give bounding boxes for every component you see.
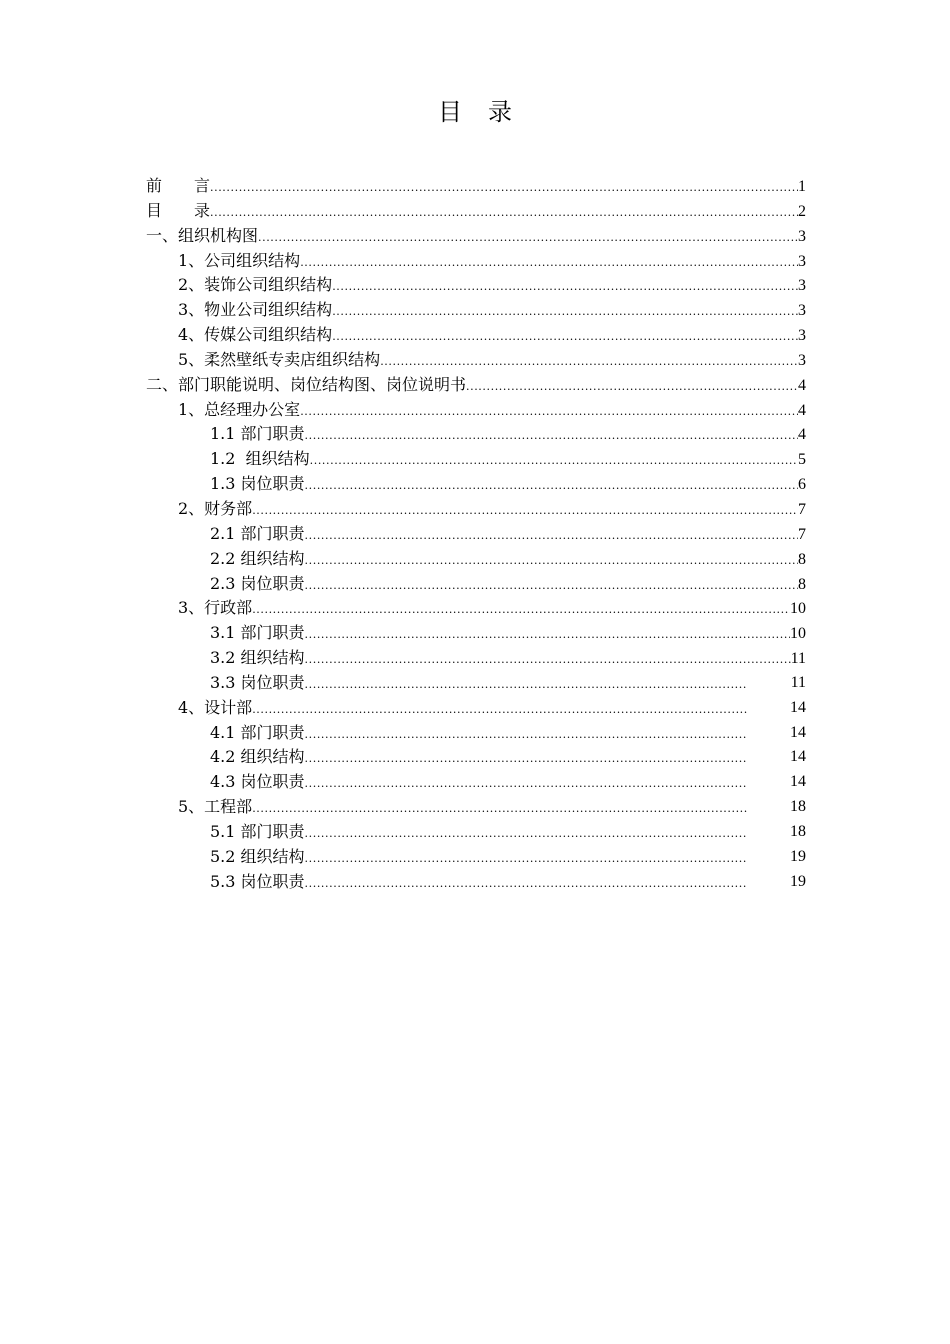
toc-dot-leader: [305, 747, 748, 771]
toc-entry[interactable]: [146, 820, 806, 845]
toc-page-number: 3: [798, 302, 806, 320]
toc-entry-label: 5、工程部: [178, 797, 253, 817]
toc-entry[interactable]: [146, 249, 806, 274]
toc-entry[interactable]: [146, 398, 806, 423]
toc-dot-leader: [305, 847, 748, 871]
toc-dot-leader: [305, 549, 798, 573]
toc-entry-line: [210, 671, 748, 697]
toc-entry[interactable]: [146, 770, 806, 795]
toc-entry-label: 3.3 岗位职责: [210, 672, 305, 692]
toc-dot-leader: [332, 325, 798, 349]
toc-page-number: 19: [790, 847, 806, 865]
toc-dot-leader: [466, 375, 798, 399]
toc-page-number: 18: [790, 798, 806, 816]
toc-entry-label: 5.2 组织结构: [210, 846, 305, 866]
toc-entry-line: [146, 199, 806, 225]
toc-page-number: 3: [798, 327, 806, 345]
toc-entry-line: [210, 721, 748, 747]
toc-dot-leader: [332, 275, 798, 299]
toc-entry-line: [210, 820, 748, 846]
toc-page-number: 3: [798, 277, 806, 295]
toc-page-number: 19: [790, 872, 806, 890]
toc-page-number: 4: [798, 401, 806, 419]
toc-dot-leader: [210, 201, 798, 225]
toc-entry[interactable]: [146, 348, 806, 373]
toc-entry-label: 1、总经理办公室: [178, 399, 301, 419]
toc-page-number: 10: [790, 600, 806, 618]
toc-entry[interactable]: [146, 447, 806, 472]
title-char-1: 目: [438, 98, 462, 126]
toc-entry[interactable]: [146, 671, 806, 696]
toc-page-number: 5: [798, 451, 806, 469]
toc-entry[interactable]: [146, 224, 806, 249]
toc-entry[interactable]: [146, 795, 806, 820]
toc-dot-leader: [258, 226, 798, 250]
toc-page-number: 14: [790, 773, 806, 791]
toc-page-number: 2: [798, 202, 806, 220]
toc-entry-line: [178, 323, 806, 349]
toc-dot-leader: [305, 772, 748, 796]
toc-page-number: 18: [790, 822, 806, 840]
toc-entry[interactable]: [146, 422, 806, 447]
toc-entry-label: 2.1 部门职责: [210, 523, 305, 543]
toc-entry-label: 5、柔然壁纸专卖店组织结构: [178, 349, 381, 369]
toc-entry-line: [146, 174, 806, 200]
toc-entry-line: [210, 870, 748, 896]
toc-entry[interactable]: [146, 572, 806, 597]
toc-entry-line: [178, 696, 748, 722]
toc-dot-leader: [300, 400, 798, 424]
toc-page-number: 11: [790, 673, 806, 691]
toc-dot-leader: [305, 822, 748, 846]
page-title: [0, 94, 950, 130]
toc-entry-label: 3、物业公司组织结构: [178, 300, 333, 320]
toc-entry-label: 5.1 部门职责: [210, 821, 305, 841]
toc-entry-label: 1、公司组织结构: [178, 250, 301, 270]
toc-entry[interactable]: [146, 845, 806, 870]
toc-entry-line: [210, 621, 806, 647]
toc-dot-leader: [305, 872, 748, 896]
toc-entry-line: [146, 224, 806, 250]
toc-entry-line: [178, 596, 806, 622]
toc-entry-line: [210, 447, 806, 473]
toc-entry[interactable]: [146, 199, 806, 224]
toc-entry-line: [178, 298, 806, 324]
toc-page-number: 6: [798, 476, 806, 494]
toc-entry[interactable]: [146, 522, 806, 547]
toc-page-number: 7: [798, 500, 806, 518]
toc-entry-label: 1.2 组织结构: [210, 449, 310, 469]
toc-page-number: 4: [798, 376, 806, 394]
toc-entry-line: [178, 249, 806, 275]
toc-entry-line: [210, 422, 806, 448]
toc-entry-label: 3.2 组织结构: [210, 648, 305, 668]
title-char-2: 录: [488, 98, 512, 126]
toc-dot-leader: [252, 499, 798, 523]
toc-page-number: 3: [798, 252, 806, 270]
toc-entry-label: 4.1 部门职责: [210, 722, 305, 742]
toc-page-number: 3: [798, 227, 806, 245]
toc-entry-line: [178, 795, 748, 821]
toc-dot-leader: [300, 251, 798, 275]
toc-entry[interactable]: [146, 621, 806, 646]
toc-entry[interactable]: [146, 273, 806, 298]
toc-entry-line: [210, 845, 748, 871]
toc-entry-label: 前 言: [146, 176, 211, 195]
toc-entry[interactable]: [146, 472, 806, 497]
toc-dot-leader: [305, 648, 791, 672]
toc-page-number: 8: [798, 550, 806, 568]
toc-entry[interactable]: [146, 174, 806, 199]
toc-dot-leader: [305, 673, 748, 697]
toc-dot-leader: [380, 350, 798, 374]
toc-entry[interactable]: [146, 497, 806, 522]
toc-page-number: 7: [798, 525, 806, 543]
toc-entry-label: 4、传媒公司组织结构: [178, 325, 333, 345]
toc-entry-label: 3.1 部门职责: [210, 623, 305, 643]
toc-entry[interactable]: [146, 870, 806, 895]
table-of-contents: [146, 174, 806, 894]
toc-entry-line: [210, 472, 806, 498]
toc-dot-leader: [310, 449, 798, 473]
toc-dot-leader: [305, 723, 748, 747]
toc-entry[interactable]: [146, 323, 806, 348]
toc-entry[interactable]: [146, 298, 806, 323]
toc-entry-line: [210, 745, 748, 771]
toc-entry[interactable]: [146, 596, 806, 621]
toc-entry-label: 一、组织机构图: [146, 225, 259, 245]
toc-entry-line: [178, 398, 806, 424]
toc-page-number: 10: [790, 625, 806, 643]
toc-entry-label: 4.3 岗位职责: [210, 772, 305, 792]
toc-entry[interactable]: [146, 721, 806, 746]
toc-page-number: 14: [790, 698, 806, 716]
toc-entry-label: 3、行政部: [178, 598, 253, 618]
toc-dot-leader: [252, 797, 748, 821]
toc-dot-leader: [332, 300, 798, 324]
toc-entry-label: 目 录: [146, 200, 211, 220]
toc-entry[interactable]: [146, 373, 806, 398]
toc-dot-leader: [305, 524, 798, 548]
toc-entry-line: [178, 348, 806, 374]
toc-dot-leader: [305, 474, 798, 498]
toc-entry[interactable]: [146, 696, 806, 721]
toc-page-number: 3: [798, 351, 806, 369]
toc-entry-label: 二、部门职能说明、岗位结构图、岗位说明书: [146, 374, 467, 394]
toc-entry-line: [210, 770, 748, 796]
toc-entry-line: [178, 497, 806, 523]
toc-entry-line: [210, 572, 806, 598]
toc-entry-label: 1.1 部门职责: [210, 424, 305, 444]
toc-dot-leader: [210, 176, 798, 200]
toc-dot-leader: [252, 598, 790, 622]
toc-entry-line: [210, 522, 806, 548]
toc-entry-line: [146, 373, 806, 399]
toc-entry-label: 4.2 组织结构: [210, 747, 305, 767]
toc-entry-label: 2.2 组织结构: [210, 548, 305, 568]
toc-entry-label: 4、设计部: [178, 697, 253, 717]
toc-page-number: 11: [790, 650, 806, 668]
toc-dot-leader: [252, 698, 748, 722]
toc-page-number: 8: [798, 575, 806, 593]
toc-page-number: 14: [790, 748, 806, 766]
toc-entry-line: [210, 646, 806, 672]
toc-page-number: 1: [798, 178, 806, 195]
toc-entry[interactable]: [146, 547, 806, 572]
toc-entry[interactable]: [146, 646, 806, 671]
toc-entry-label: 2.3 岗位职责: [210, 573, 305, 593]
toc-entry-label: 1.3 岗位职责: [210, 474, 305, 494]
toc-entry-line: [178, 273, 806, 299]
toc-entry-label: 2、财务部: [178, 498, 253, 518]
toc-dot-leader: [305, 424, 798, 448]
toc-dot-leader: [305, 574, 798, 598]
toc-entry-line: [210, 547, 806, 573]
toc-entry[interactable]: [146, 745, 806, 770]
toc-entry-label: 2、装饰公司组织结构: [178, 275, 333, 295]
toc-dot-leader: [305, 623, 790, 647]
toc-entry-label: 5.3 岗位职责: [210, 871, 305, 891]
toc-page-number: 4: [798, 426, 806, 444]
toc-page-number: 14: [790, 723, 806, 741]
